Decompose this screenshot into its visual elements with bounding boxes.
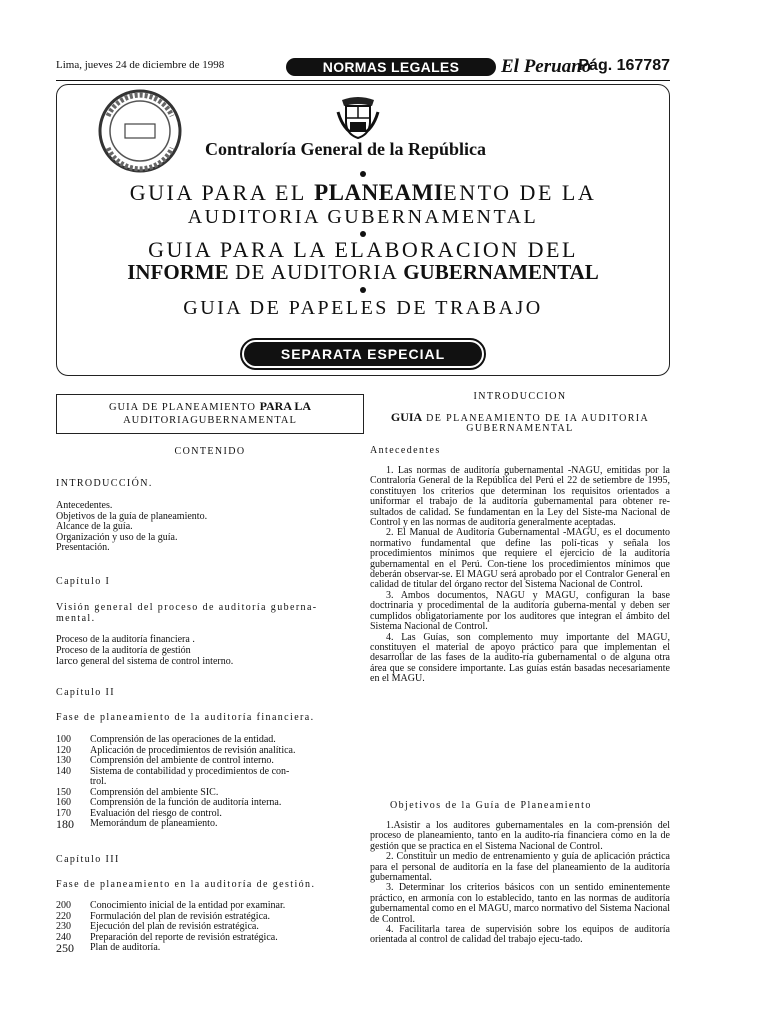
chapter-1-title: Visión general del proceso de auditoría guberna- mental. xyxy=(56,602,318,624)
list-item: 180 Memorándum de planeamiento. xyxy=(56,817,218,831)
coat-of-arms-icon xyxy=(336,92,380,140)
intro-list: Antecedentes. Objetivos de la guía de planeamiento. Alcance de la guía. Organización y uso de la guía. Presentación. xyxy=(56,500,208,553)
paragraph-2: 2. El Manual de Auditoría Gubernamental -MAGU, es el documento normativo fundamental que define las polí-ticas y señala los procedimientos mínimos que requiere el ejercicio de la auditoría gubernamental en el Perú. Con-tiene los procedimientos mínimos que deberán observar-se. El MAGU será aprobado por el Contralor General en calidad de titular del órgano rector del Sistema Nacional de Control. xyxy=(370,527,670,591)
list-item: 160 Comprensión de la función de auditoría interna. xyxy=(56,797,282,808)
objective-4: 4. Facilitarla tarea de supervisión sobre los equipos de auditoría orientada al control de calidad del trabajo ejecu-tado. xyxy=(370,924,670,946)
chapter-3-list xyxy=(56,901,364,954)
list-item: 150 Comprensión del ambiente SIC. xyxy=(56,786,219,798)
guide-subtitle: GUIA DE PLANEAMIENTO DE IA AUDITORIA GUBERNAMENTAL xyxy=(390,410,650,435)
list-item: 130 Comprensión del ambiente de control interno. xyxy=(56,755,274,766)
paragraph-4: 4. Las Guías, son complemento muy importante del MAGU, constituyen el material de apoyo práctico para que implementan el desarrollar de las fases de la audito-ría gubernamental o de alguna otra área que se considere importante. Las guías están basadas necesariamente en el MAGU. xyxy=(370,631,670,685)
chapter-1-list: Proceso de la auditoría financiera . Proceso de la auditoría de gestión larco general del sistema de control interno. xyxy=(56,634,234,667)
list-item: trol. xyxy=(90,776,107,787)
list-item: 220 Formulación del plan de revisión estratégica. xyxy=(56,910,270,922)
newspaper-logo: El Peruano xyxy=(501,56,592,77)
list-item: 120 Aplicación de procedimientos de revisión analítica. xyxy=(56,744,296,756)
chapter-3-heading: Capítulo III xyxy=(56,854,120,865)
chapter-3-title: Fase de planeamiento en la auditoría de gestión. xyxy=(56,879,316,890)
chapter-2-title: Fase de planeamiento de la auditoría financiera. xyxy=(56,712,315,723)
guide-box: GUIA DE PLANEAMIENTO PARA LA AUDITORIAGUBERNAMENTAL xyxy=(56,394,364,434)
list-item: 250 Plan de auditoría. xyxy=(56,941,161,955)
section-badge: NORMAS LEGALES xyxy=(286,58,496,76)
paragraph-3: 3. Ambos documentos, NAGU y MAGU, configuran la base doctrinaria y procedimental de la auditoría guberna-mental y deben ser cumplidos obligatoriamente por los auditores que integran el ámbito del Sistema Nacional de Control. xyxy=(370,589,670,633)
bullet-1 xyxy=(360,171,366,177)
list-item: 230 Ejecución del plan de revisión estratégica. xyxy=(56,921,259,932)
antecedents-body xyxy=(370,466,670,685)
chapter-2-heading: Capítulo II xyxy=(56,687,116,698)
paragraph-1: 1. Las normas de auditoría gubernamental -NAGU, emitidas por la Contraloría General de la República del Perú el 22 de setiembre de 1995, constituyen los criterios que determinan los requisitos orientados a uniformar el trabajo de la auditoría gubernamental para obtener re-sultados de calidad. Se fundamentan en la Ley del Siste-ma Nacional de Control y en las normas de auditoría generalmente aceptadas. xyxy=(370,465,670,529)
guide2-title-line2: INFORME DE AUDITORIA GUBERNAMENTAL xyxy=(127,260,599,284)
list-item: 240 Preparación del reporte de revisión estratégica. xyxy=(56,931,278,943)
guide3-title: GUIA DE PAPELES DE TRABAJO xyxy=(183,297,543,319)
introduction-heading: INTRODUCCION xyxy=(473,391,567,402)
objective-1: 1.Asistir a los auditores gubernamentales en la com-prensión del proceso de planeamiento, tanto en la audito-ría financiera como en la de gestión que se practica en el Sistema Nacional de Control. xyxy=(370,820,670,852)
intro-heading: INTRODUCCIÓN. xyxy=(56,478,153,489)
page-header xyxy=(56,56,670,80)
header-date: Lima, jueves 24 de diciembre de 1998 xyxy=(56,59,225,71)
objectives-body xyxy=(370,821,670,946)
chapter-1-heading: Capítulo I xyxy=(56,576,111,587)
guide2-title: GUIA PARA LA ELABORACION DEL xyxy=(148,237,578,262)
bullet-3 xyxy=(360,287,366,293)
list-item: 140 Sistema de contabilidad y procedimientos de con- xyxy=(56,765,290,777)
contents-heading: CONTENIDO xyxy=(174,446,246,457)
guide1-title-line2: AUDITORIA GUBERNAMENTAL xyxy=(187,206,539,228)
seal-stamp-icon xyxy=(80,86,200,176)
guide1-title: GUIA PARA EL PLANEAMIENTO DE LA xyxy=(129,180,597,205)
objectives-heading: Objetivos de la Guía de Planeamiento xyxy=(390,800,592,811)
separata-badge: SEPARATA ESPECIAL xyxy=(240,338,486,370)
list-item: 170 Evaluación del riesgo de control. xyxy=(56,807,222,819)
chapter-2-list xyxy=(56,735,364,830)
institution-name: Contraloría General de la República xyxy=(205,139,486,159)
objective-3: 3. Determinar los criterios básicos con un sentido eminentemente práctico, en armonía con lo establecido, tanto en las normas de auditoría gubernamental como en el MAGU, marco normativo del Sistema Nacional de Control. xyxy=(370,882,670,925)
list-item: 200 Conocimiento inicial de la entidad por examinar. xyxy=(56,900,286,911)
list-item: 100 Comprensión de las operaciones de la entidad. xyxy=(56,734,276,745)
page-number: Pág. 167787 xyxy=(578,57,670,74)
antecedents-heading: Antecedentes xyxy=(370,445,441,456)
header-rule xyxy=(56,80,670,81)
objective-2: 2. Constituir un medio de entrenamiento y guía de aplicación práctica para el personal de auditoría en la fase del planeamiento de la auditoría gubernamental. xyxy=(370,851,670,884)
